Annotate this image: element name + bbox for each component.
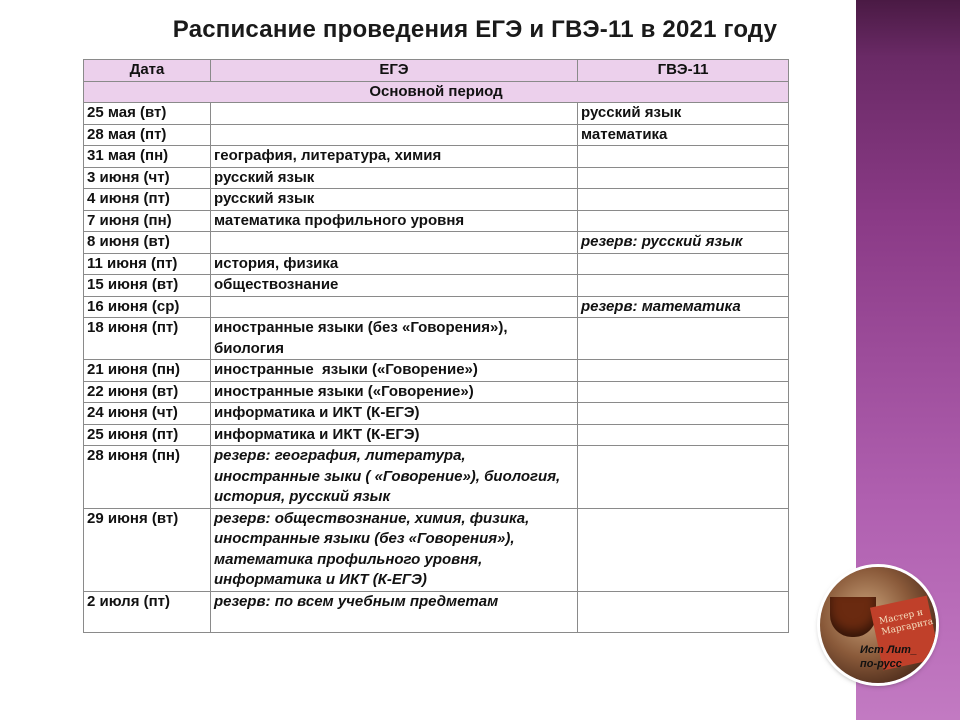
- table-row: [84, 189, 789, 211]
- logo-line-2: по-русс: [860, 658, 902, 670]
- row-gve: [578, 189, 789, 211]
- row-ege: обществознание: [211, 275, 578, 297]
- period-row: [84, 81, 789, 103]
- table-row: [84, 296, 789, 318]
- row-date: 25 июня (пт): [84, 424, 211, 446]
- channel-logo-badge: [820, 567, 936, 683]
- row-ege: резерв: география, литература, иностранные зыки ( «Говорение»), биология, история, русский язык: [211, 446, 578, 509]
- row-date: 3 июня (чт): [84, 167, 211, 189]
- row-ege: иностранные языки («Говорение»): [211, 360, 578, 382]
- row-ege: [211, 296, 578, 318]
- table-row: [84, 210, 789, 232]
- table-row: [84, 275, 789, 297]
- row-date: 29 июня (вт): [84, 508, 211, 591]
- table-row: [84, 360, 789, 382]
- table-row: [84, 446, 789, 509]
- row-date: 25 мая (вт): [84, 103, 211, 125]
- row-date: 2 июля (пт): [84, 591, 211, 632]
- row-date: 11 июня (пт): [84, 253, 211, 275]
- row-ege: математика профильного уровня: [211, 210, 578, 232]
- row-gve: [578, 446, 789, 509]
- row-date: 24 июня (чт): [84, 403, 211, 425]
- row-gve: [578, 167, 789, 189]
- logo-line-1: Ист Лит_: [860, 644, 918, 656]
- row-date: 18 июня (пт): [84, 318, 211, 360]
- table-row: [84, 232, 789, 254]
- row-gve: [578, 591, 789, 632]
- row-date: 15 июня (вт): [84, 275, 211, 297]
- table-row: [84, 167, 789, 189]
- row-ege: [211, 124, 578, 146]
- row-date: 7 июня (пн): [84, 210, 211, 232]
- row-gve: [578, 318, 789, 360]
- row-date: 21 июня (пн): [84, 360, 211, 382]
- table-row: [84, 424, 789, 446]
- row-gve: [578, 360, 789, 382]
- table-row: [84, 318, 789, 360]
- row-ege: иностранные языки (без «Говорения»), биология: [211, 318, 578, 360]
- table-header-row: [84, 60, 789, 82]
- row-gve: [578, 275, 789, 297]
- row-ege: информатика и ИКТ (К-ЕГЭ): [211, 403, 578, 425]
- tea-cup-icon: [830, 597, 876, 637]
- row-ege: русский язык: [211, 167, 578, 189]
- row-gve: [578, 381, 789, 403]
- row-ege: иностранные языки («Говорение»): [211, 381, 578, 403]
- header-date: Дата: [84, 60, 211, 82]
- row-gve: резерв: математика: [578, 296, 789, 318]
- row-gve: [578, 508, 789, 591]
- row-gve: резерв: русский язык: [578, 232, 789, 254]
- table-row: [84, 403, 789, 425]
- table-row: [84, 591, 789, 632]
- table-row: [84, 508, 789, 591]
- row-gve: [578, 403, 789, 425]
- table-row: [84, 103, 789, 125]
- row-gve: [578, 253, 789, 275]
- table-row: [84, 253, 789, 275]
- schedule-table: [83, 59, 789, 633]
- row-date: 16 июня (ср): [84, 296, 211, 318]
- row-ege: резерв: по всем учебным предметам: [211, 591, 578, 632]
- row-date: 28 мая (пт): [84, 124, 211, 146]
- table-row: [84, 124, 789, 146]
- table-row: [84, 381, 789, 403]
- row-ege: [211, 103, 578, 125]
- page-title: Расписание проведения ЕГЭ и ГВЭ-11 в 2021 году: [172, 16, 778, 43]
- row-ege: география, литература, химия: [211, 146, 578, 168]
- row-ege: [211, 232, 578, 254]
- period-label: Основной период: [84, 81, 789, 103]
- row-date: 4 июня (пт): [84, 189, 211, 211]
- logo-text: [860, 643, 936, 671]
- row-date: 8 июня (вт): [84, 232, 211, 254]
- row-gve: математика: [578, 124, 789, 146]
- row-ege: история, физика: [211, 253, 578, 275]
- row-gve: [578, 210, 789, 232]
- row-gve: русский язык: [578, 103, 789, 125]
- row-ege: русский язык: [211, 189, 578, 211]
- row-ege: резерв: обществознание, химия, физика, иностранные языки (без «Говорения»), математика профильного уровня, информатика и ИКТ (К-ЕГЭ): [211, 508, 578, 591]
- book-title: Мастер и Маргарита: [878, 607, 935, 638]
- row-gve: [578, 146, 789, 168]
- header-gve: ГВЭ-11: [578, 60, 789, 82]
- row-gve: [578, 424, 789, 446]
- row-date: 31 мая (пн): [84, 146, 211, 168]
- row-date: 22 июня (вт): [84, 381, 211, 403]
- row-ege: информатика и ИКТ (К-ЕГЭ): [211, 424, 578, 446]
- header-ege: ЕГЭ: [211, 60, 578, 82]
- table-row: [84, 146, 789, 168]
- row-date: 28 июня (пн): [84, 446, 211, 509]
